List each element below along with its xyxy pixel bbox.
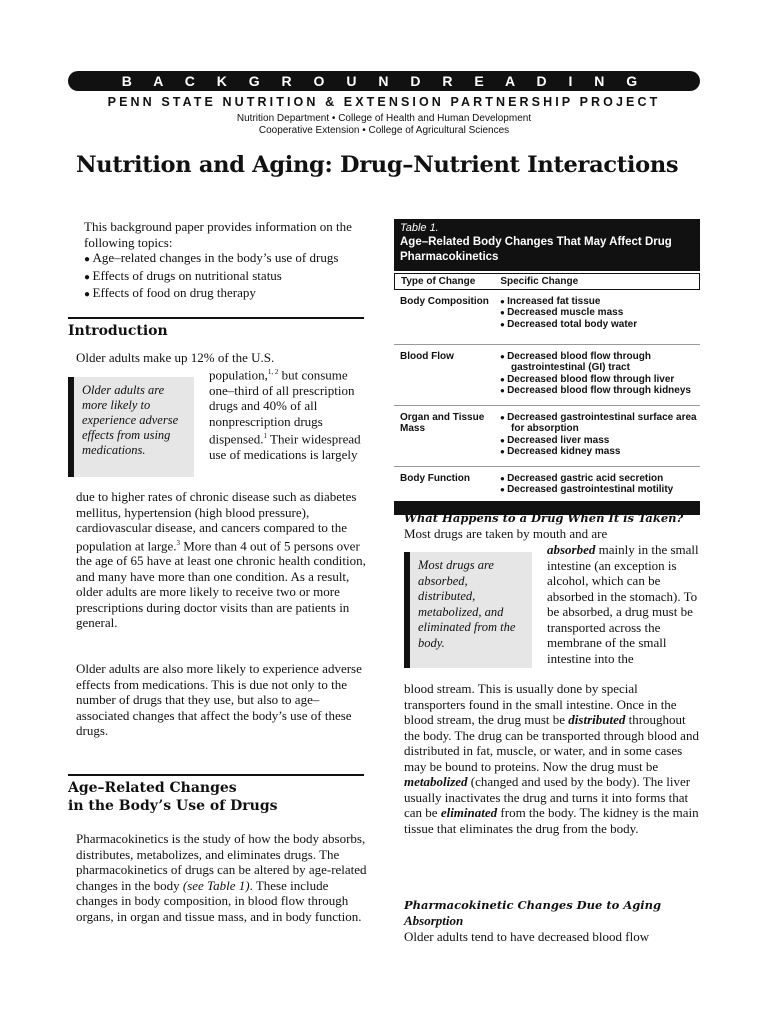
absorption-text: Older adults tend to have decreased blood flow <box>404 929 650 944</box>
column-header-type: Type of Change <box>401 276 476 287</box>
term-metabolized: metabolized <box>404 774 468 789</box>
topic-item: ● Effects of food on drug therapy <box>84 285 374 303</box>
change-item: ● Decreased gastric acid secretion <box>500 473 700 485</box>
topic-list <box>84 250 374 303</box>
drug-pullquote: Most drugs are absorbed, distributed, metabolized, and eliminated from the body. <box>404 552 532 668</box>
page-title: Nutrition and Aging: Drug–Nutrient Interactions <box>76 152 679 178</box>
drug-section-heading: What Happens to a Drug When It is Taken? <box>404 511 684 525</box>
change-item: ● Decreased blood flow through kidneys <box>500 385 700 397</box>
age-related-changes-heading: Age–Related Changes in the Body’s Use of Drugs <box>68 774 364 815</box>
drug-process-paragraph: blood stream. This is usually done by special transporters found in the small intestine. Once in the blood stream, the drug must be distributed throughout the body. The drug can be transported through blood and distributed in fat, muscle, or water, and in some cases may be bound to proteins. Now the drug must be metabolized (changed and used by the body). The liver usually inactivates the drug and turns it into forms that can be eliminated from the body. The kidney is the main tissue that eliminates the drug from the body. <box>404 681 699 836</box>
absorption-subheading: Absorption <box>404 913 464 928</box>
change-item: ● Decreased kidney mass <box>500 446 700 458</box>
department-line-1: Nutrition Department • College of Health and Human Development <box>236 113 532 124</box>
topic-item: ● Effects of drugs on nutritional status <box>84 268 374 286</box>
table-column-headers <box>394 273 700 290</box>
pk-changes-heading: Pharmacokinetic Changes Due to Aging <box>404 898 662 912</box>
citation: 1, 2 <box>267 368 279 376</box>
table-row: Body Function ● Decreased gastric acid secretion ● Decreased gastrointestinal motility <box>394 467 700 501</box>
table-caption: Age–Related Body Changes That May Affect Drug Pharmacokinetics <box>400 236 672 263</box>
drug-intro-line: Most drugs are taken by mouth and are <box>404 526 608 541</box>
department-line-2: Cooperative Extension • College of Agricultural Sciences <box>258 125 510 136</box>
introduction-paragraph-2: Older adults are also more likely to experience adverse effects from medications. This is due not only to the number of drugs that they use, but also to age–associated changes that affect the body’s use of these drugs. <box>76 661 362 738</box>
table-reference: (see Table 1) <box>182 877 250 893</box>
change-item: ● Decreased liver mass <box>500 435 700 447</box>
introduction-wrap-text: population,$^{1, 2}$ but consume one–third of all prescription drugs and 40% of all nonprescription drugs dispensed.$^1$ Their widespread use of medications is largely <box>209 367 361 463</box>
introduction-line-1: Older adults make up 12% of the U.S. <box>76 350 275 365</box>
table-row: Body Composition ● Increased fat tissue ● Decreased muscle mass ● Decreased total body water <box>394 290 700 345</box>
change-item: ● Decreased blood flow through gastrointestinal (GI) tract <box>500 351 700 374</box>
background-reading-banner: B A C K G R O U N D R E A D I N G <box>68 71 700 91</box>
introduction-heading: Introduction <box>68 317 364 340</box>
table-row: Blood Flow ● Decreased blood flow through gastrointestinal (GI) tract ● Decreased blood flow through liver ● Decreased blood flow through kidneys <box>394 345 700 406</box>
table-body <box>394 273 700 501</box>
citation: 3 <box>176 538 180 547</box>
pharmacokinetics-paragraph: Pharmacokinetics is the study of how the body absorbs, distributes, metabolizes, and eliminates drugs. The pharmacokinetics of drugs can be altered by age-related changes in the body (see Table 1). These include changes in body composition, in blood flow through organs, in organ and tissue mass, and in body function. <box>76 831 367 924</box>
change-item: ● Increased fat tissue <box>500 296 700 308</box>
topic-item: ● Age–related changes in the body’s use of drugs <box>84 250 374 268</box>
term-absorbed: absorbed <box>547 542 596 557</box>
intro-lead: This background paper provides information on the following topics: <box>84 219 352 250</box>
project-name: PENN STATE NUTRITION & EXTENSION PARTNERSHIP PROJECT <box>107 95 661 109</box>
introduction-pullquote: Older adults are more likely to experience adverse effects from using medications. <box>68 377 194 477</box>
change-item: ● Decreased gastrointestinal motility <box>500 484 700 496</box>
change-item: ● Decreased gastrointestinal surface area for absorption <box>500 412 700 435</box>
term-distributed: distributed <box>568 712 626 727</box>
department-lines <box>68 113 700 137</box>
change-item: ● Decreased blood flow through liver <box>500 374 700 386</box>
table-header <box>394 219 700 271</box>
drug-wrap-text: absorbed mainly in the small intestine (an exception is alcohol, which can be absorbed in the stomach). To be absorbed, a drug must be transported across the membrane of the small intestine into the <box>547 542 699 666</box>
table-label: Table 1. <box>400 222 439 234</box>
introduction-paragraph-1: due to higher rates of chronic disease such as diabetes mellitus, hypertension (high blood pressure), cardiovascular disease, and cancers compared to the population at large.$^3$ More than 4 out of 5 persons over the age of 65 have at least one chronic health condition, and many have more than one condition. As a result, older adults are more likely to receive two or more prescriptions during doctor visits than are patients in general. <box>76 489 366 631</box>
table-1 <box>394 219 700 515</box>
column-header-change: Specific Change <box>500 276 579 287</box>
term-eliminated: eliminated <box>440 805 498 820</box>
citation: 1 <box>263 432 268 441</box>
table-row: Organ and Tissue Mass ● Decreased gastrointestinal surface area for absorption ● Decreased liver mass ● Decreased kidney mass <box>394 406 700 467</box>
change-item: ● Decreased total body water <box>500 319 700 331</box>
intro-topics <box>84 219 374 303</box>
change-item: ● Decreased muscle mass <box>500 307 700 319</box>
